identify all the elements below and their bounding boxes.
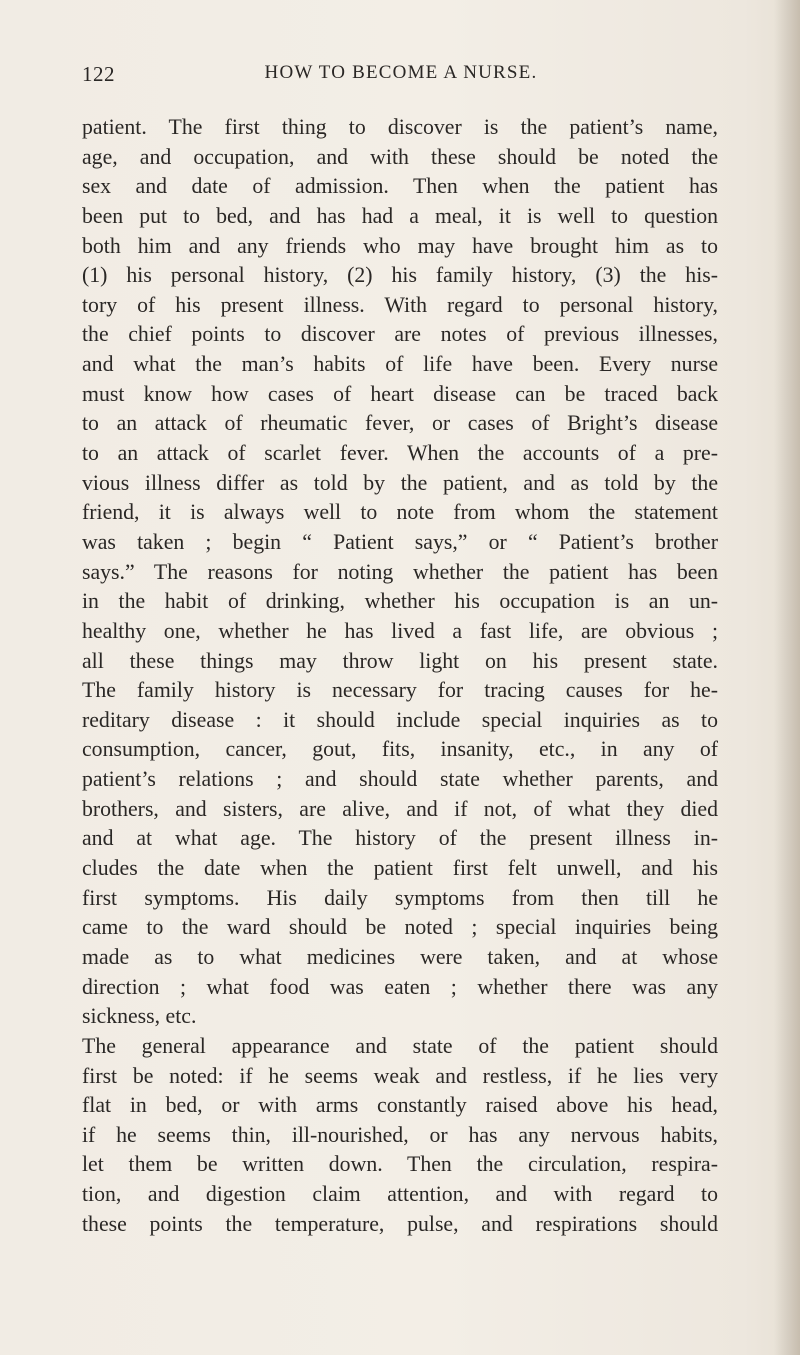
text-line: sickness, etc. [82,1004,197,1029]
page-number: 122 [82,62,115,86]
text-line: if he seems thin, ill-nourished, or has any nervous habits, [82,1122,718,1147]
text-line: and what the man’s habits of life have been. Every nurse [82,352,718,377]
text-line: came to the ward should be noted ; special inquiries being [82,915,718,940]
running-head: HOW TO BECOME A NURSE. [264,62,538,83]
text-line: must know how cases of heart disease can be traced back [82,381,718,406]
text-line: patient. The first thing to discover is the patient’s name, [82,115,718,139]
text-line: was taken ; begin “ Patient says,” or “ Patient’s brother [82,529,718,554]
text-line: first symptoms. His daily symptoms from then till he [82,885,718,910]
text-line: flat in bed, or with arms constantly raised above his head, [82,1093,718,1118]
text-line: to an attack of scarlet fever. When the accounts of a pre- [82,441,718,466]
text-line: patient’s relations ; and should state whether parents, and [82,767,718,792]
text-line: tory of his present illness. With regard to personal history, [82,292,718,317]
text-line: sex and date of admission. Then when the patient has [82,174,718,199]
text-line: (1) his personal history, (2) his family history, (3) the his- [82,263,718,288]
text-line: vious illness differ as told by the patient, and as told by the [82,470,718,495]
text-line: consumption, cancer, gout, fits, insanity, etc., in any of [82,737,718,762]
text-line: to an attack of rheumatic fever, or cases of Bright’s disease [82,411,718,436]
text-line: tion, and digestion claim attention, and with regard to [82,1182,718,1207]
text-line: first be noted: if he seems weak and restless, if he lies very [82,1063,718,1088]
text-line: The general appearance and state of the patient should [82,1033,718,1058]
text-line: the chief points to discover are notes of previous illnesses, [82,322,718,347]
text-line: all these things may throw light on his present state. [82,648,718,673]
text-line: age, and occupation, and with these should be noted the [82,144,718,169]
text-line: says.” The reasons for noting whether the patient has been [82,559,718,584]
text-line: let them be written down. Then the circulation, respira- [82,1152,718,1177]
text-line: The family history is necessary for tracing causes for he- [82,678,718,703]
page-header [82,62,720,92]
text-line: both him and any friends who may have brought him as to [82,233,718,258]
text-line: healthy one, whether he has lived a fast life, are obvious ; [82,618,718,643]
text-line: and at what age. The history of the present illness in- [82,826,718,851]
text-line: been put to bed, and has had a meal, it is well to question [82,203,718,228]
page-edge-shadow [774,0,800,1355]
text-line: made as to what medicines were taken, and at whose [82,944,718,969]
text-line: in the habit of drinking, whether his occupation is an un- [82,589,718,614]
text-line: cludes the date when the patient first felt unwell, and his [82,856,718,881]
text-line: friend, it is always well to note from whom the statement [82,500,718,525]
text-line: brothers, and sisters, are alive, and if not, of what they died [82,796,718,821]
body-text [82,113,718,1239]
text-line: direction ; what food was eaten ; whether there was any [82,974,718,999]
text-line: reditary disease : it should include special inquiries as to [82,707,718,732]
text-line: these points the temperature, pulse, and respirations should [82,1211,718,1236]
